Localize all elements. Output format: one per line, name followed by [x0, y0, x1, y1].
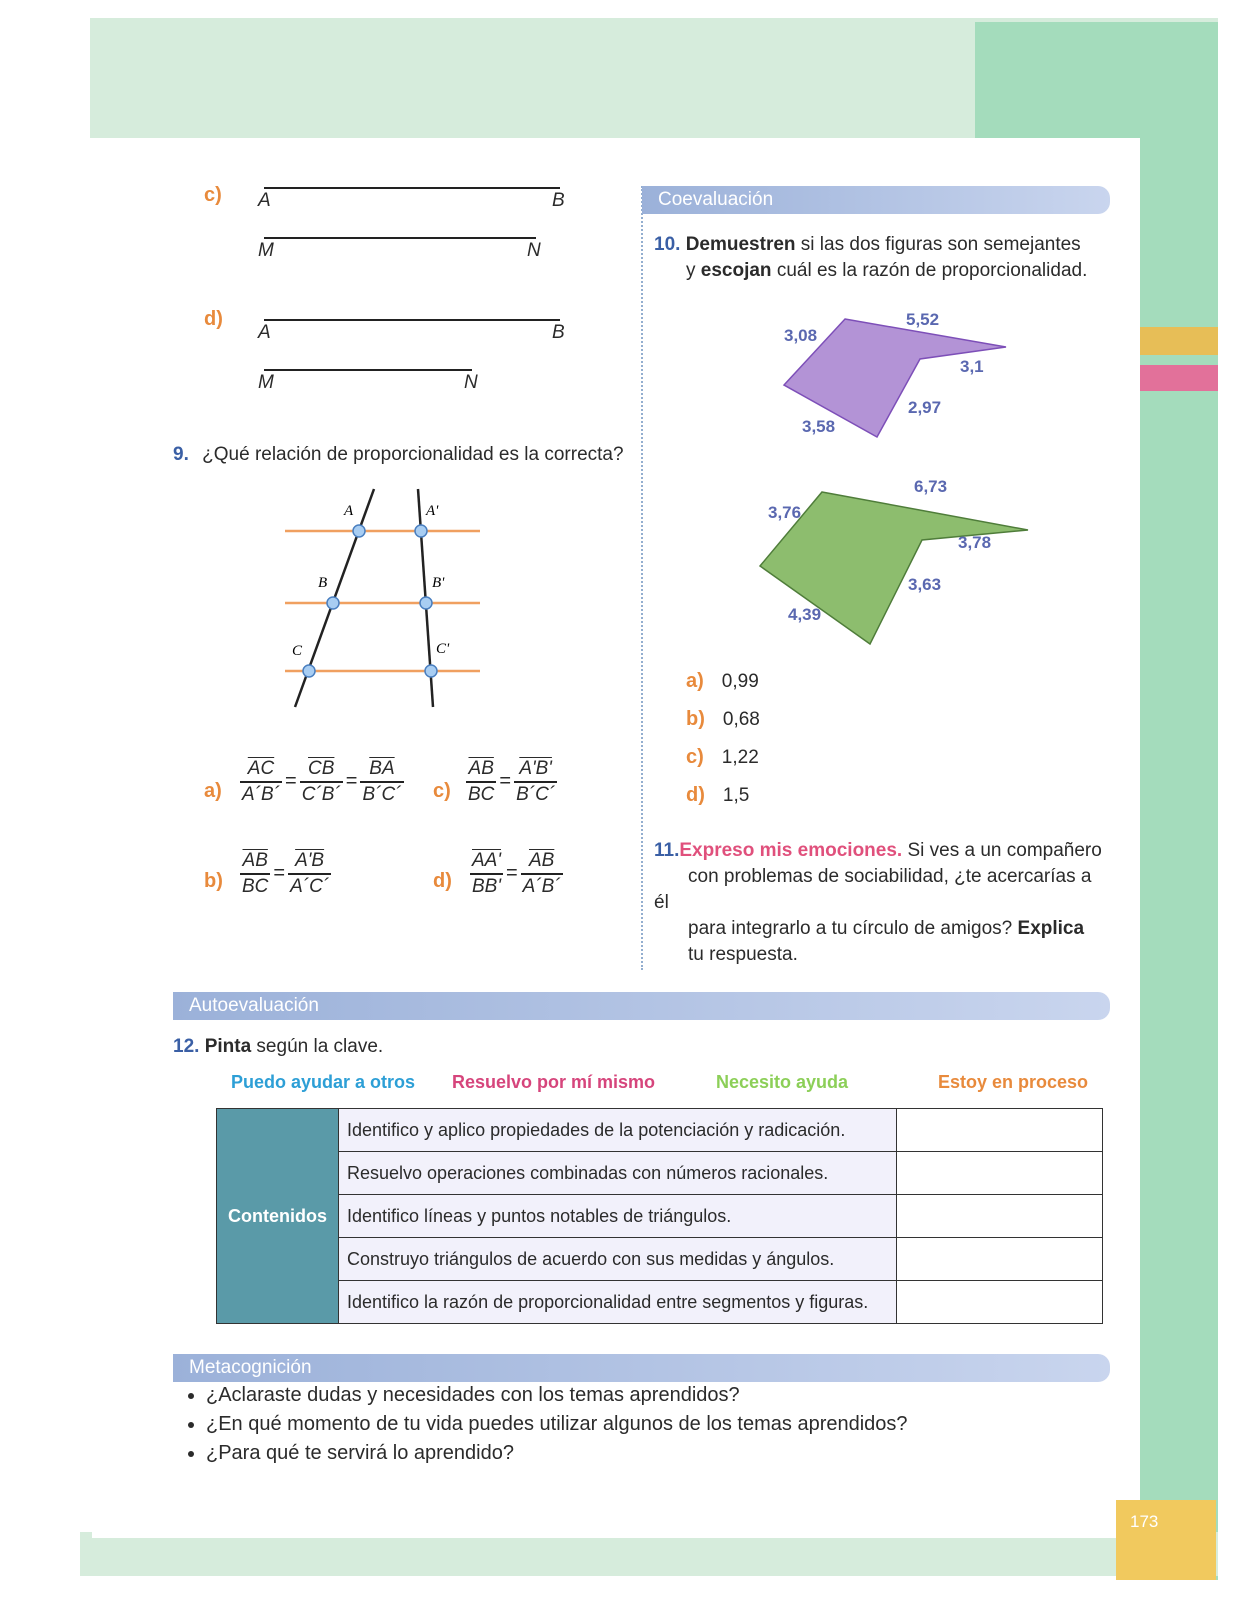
point-bp-label: B' — [432, 575, 445, 591]
point-a-marker — [353, 525, 365, 537]
q9-option-a: $\frac{\overline{AC}}{A´B´}$ = $\frac{\overline{CB}}{C´B´}$ = $\frac{\overline{BA}}{B´C´}$ — [242, 758, 402, 805]
fig1-side-4: 2,97 — [908, 398, 942, 417]
point-bp-marker — [420, 597, 432, 609]
q9-option-b-label: b) — [204, 870, 223, 892]
table-cell-content: Resuelvo operaciones combinadas con números racionales. — [339, 1152, 897, 1195]
q10-number: 10. — [654, 234, 681, 255]
fig1-side-3: 3,1 — [960, 357, 984, 376]
q11-question: 11.Expreso mis emociones. Si ves a un compañero con problemas de sociabilidad, ¿te acercarías a él para integrarlo a tu círculo de amigos? Explica tu respuesta. — [654, 840, 1102, 965]
q9-option-c: $\frac{\overline{AB}}{BC}$ = $\frac{A'B'}{B´C´}$ — [468, 758, 556, 805]
q10-bold-demuestren: Demuestren — [685, 234, 796, 255]
ex8-c-point-n: N — [527, 240, 541, 261]
fig2-side-3: 3,78 — [958, 533, 992, 552]
fig1-side-5: 3,58 — [802, 417, 836, 436]
point-cp-marker — [425, 665, 437, 677]
q12-number: 12. — [173, 1036, 200, 1057]
table-cell-paint[interactable] — [897, 1195, 1103, 1238]
ex8-c-segment-ab — [264, 187, 560, 189]
table-cell-paint[interactable] — [897, 1281, 1103, 1324]
q10-answer-d: d) 1,5 — [686, 784, 750, 806]
ex8-c-point-a: A — [258, 190, 271, 211]
ex8-d-point-n: N — [464, 372, 478, 393]
table-row — [217, 1109, 1103, 1152]
q10-question: 10. Demuestren si las dos figuras son semejantes y escojan cuál es la razón de proporcionalidad. — [654, 234, 1088, 281]
list-item: • ¿Aclaraste dudas y necesidades con los temas aprendidos? — [206, 1384, 908, 1407]
metacognicion-header: Metacognición — [173, 1354, 1110, 1382]
ex8-d-segment-mn — [264, 369, 472, 371]
contenidos-header: Contenidos — [217, 1109, 339, 1324]
q12-bold-pinta: Pinta — [204, 1036, 252, 1057]
point-ap-label: A' — [426, 503, 439, 519]
fig2-side-2: 6,73 — [914, 478, 948, 496]
similar-figure-2 — [740, 478, 1040, 648]
q9-option-c-label: c) — [433, 780, 451, 802]
point-ap-marker — [415, 525, 427, 537]
table-row — [217, 1152, 1103, 1195]
table-cell-paint[interactable] — [897, 1238, 1103, 1281]
table-cell-content: Identifico y aplico propiedades de la potenciación y radicación. — [339, 1109, 897, 1152]
fraction: $\frac{\overline{AB}}{A´B´}$ — [522, 850, 561, 897]
fig2-side-4: 3,63 — [908, 575, 942, 594]
fraction: $\frac{AA'}{BB'}$ — [472, 850, 501, 897]
q11-number: 11. — [654, 840, 680, 861]
page-number: 173 — [1130, 1512, 1159, 1531]
list-item: • ¿En qué momento de tu vida puedes utilizar algunos de los temas aprendidos? — [206, 1413, 908, 1436]
fig1-side-1: 3,08 — [784, 326, 818, 345]
table-row — [217, 1281, 1103, 1324]
key-resuelvo: Resuelvo por mí mismo — [452, 1072, 656, 1092]
ex8-c-segment-mn — [264, 237, 536, 239]
autoevaluacion-header: Autoevaluación — [173, 992, 1110, 1020]
ex8-d-segment-ab — [264, 319, 560, 321]
table-cell-paint[interactable] — [897, 1109, 1103, 1152]
column-divider — [641, 186, 643, 970]
gold-tab — [1140, 327, 1218, 355]
ex8-d-point-a: A — [258, 322, 271, 343]
q9-option-d: $\frac{AA'}{BB'}$ = $\frac{\overline{AB}}{A´B´}$ — [472, 850, 561, 897]
fraction: $\frac{A'B}{A´C´}$ — [290, 850, 330, 897]
q9-number: 9. — [173, 444, 189, 465]
ex8-c-point-m: M — [258, 240, 274, 261]
fraction: $\frac{\overline{BA}}{B´C´}$ — [362, 758, 402, 805]
ex8-d-point-m: M — [258, 372, 274, 393]
ex8-c-point-b: B — [552, 190, 565, 211]
fraction: $\frac{\overline{CB}}{C´B´}$ — [301, 758, 341, 805]
fig2-side-5: 4,39 — [788, 605, 822, 624]
point-b-label: B — [318, 575, 328, 591]
q9-option-a-label: a) — [204, 780, 222, 802]
table-cell-content: Identifico líneas y puntos notables de triángulos. — [339, 1195, 897, 1238]
bottom-banner — [80, 1532, 1218, 1576]
fraction: $\frac{\overline{AC}}{A´B´}$ — [242, 758, 280, 805]
q9-option-b: $\frac{\overline{AB}}{BC}$ = $\frac{A'B}{A´C´}$ — [242, 850, 330, 897]
pink-tab — [1140, 365, 1218, 391]
table-cell-content: Construyo triángulos de acuerdo con sus medidas y ángulos. — [339, 1238, 897, 1281]
table-cell-paint[interactable] — [897, 1152, 1103, 1195]
table-row — [217, 1238, 1103, 1281]
table-cell-content: Identifico la razón de proporcionalidad entre segmentos y figuras. — [339, 1281, 897, 1324]
point-a-label: A — [344, 503, 354, 519]
key-en-proceso: Estoy en proceso — [938, 1072, 1089, 1092]
fraction: $\frac{A'B'}{B´C´}$ — [516, 758, 556, 805]
q11-title: Expreso mis emociones. — [679, 840, 903, 861]
point-c-label: C — [292, 643, 303, 659]
q10-answer-c: c) 1,22 — [686, 746, 759, 768]
key-puedo-ayudar: Puedo ayudar a otros — [231, 1072, 416, 1092]
q10-answer-a: a) 0,99 — [686, 670, 759, 692]
q9-option-d-label: d) — [433, 870, 452, 892]
fig2-side-1: 3,76 — [768, 503, 802, 522]
fraction: $\frac{\overline{AB}}{BC}$ — [242, 850, 269, 897]
table-row — [217, 1195, 1103, 1238]
point-c-marker — [303, 665, 315, 677]
q10-answer-b: b) 0,68 — [686, 708, 760, 730]
ex8-c-label: c) — [204, 184, 222, 206]
fraction: $\frac{\overline{AB}}{BC}$ — [468, 758, 495, 805]
q11-bold-explica: Explica — [1017, 918, 1085, 939]
point-cp-label: C' — [436, 641, 450, 657]
q12-question: 12. Pinta según la clave. — [173, 1036, 384, 1057]
q9-text: ¿Qué relación de proporcionalidad es la correcta? — [202, 444, 624, 465]
fig1-side-2: 5,52 — [906, 310, 940, 329]
coevaluacion-header: Coevaluación — [642, 186, 1110, 214]
point-b-marker — [327, 597, 339, 609]
key-necesito-ayuda: Necesito ayuda — [716, 1072, 849, 1092]
q9-question — [173, 444, 624, 466]
ex8-d-label: d) — [204, 308, 223, 330]
list-item: • ¿Para qué te servirá lo aprendido? — [206, 1442, 908, 1465]
q10-bold-escojan: escojan — [700, 260, 772, 281]
self-assessment-table — [216, 1108, 1103, 1324]
color-key — [0, 1072, 1253, 1100]
ex8-d-point-b: B — [552, 322, 565, 343]
similar-figure-1 — [760, 305, 1020, 445]
q9-thales-figure — [270, 485, 490, 710]
metacognicion-list — [160, 1384, 908, 1471]
